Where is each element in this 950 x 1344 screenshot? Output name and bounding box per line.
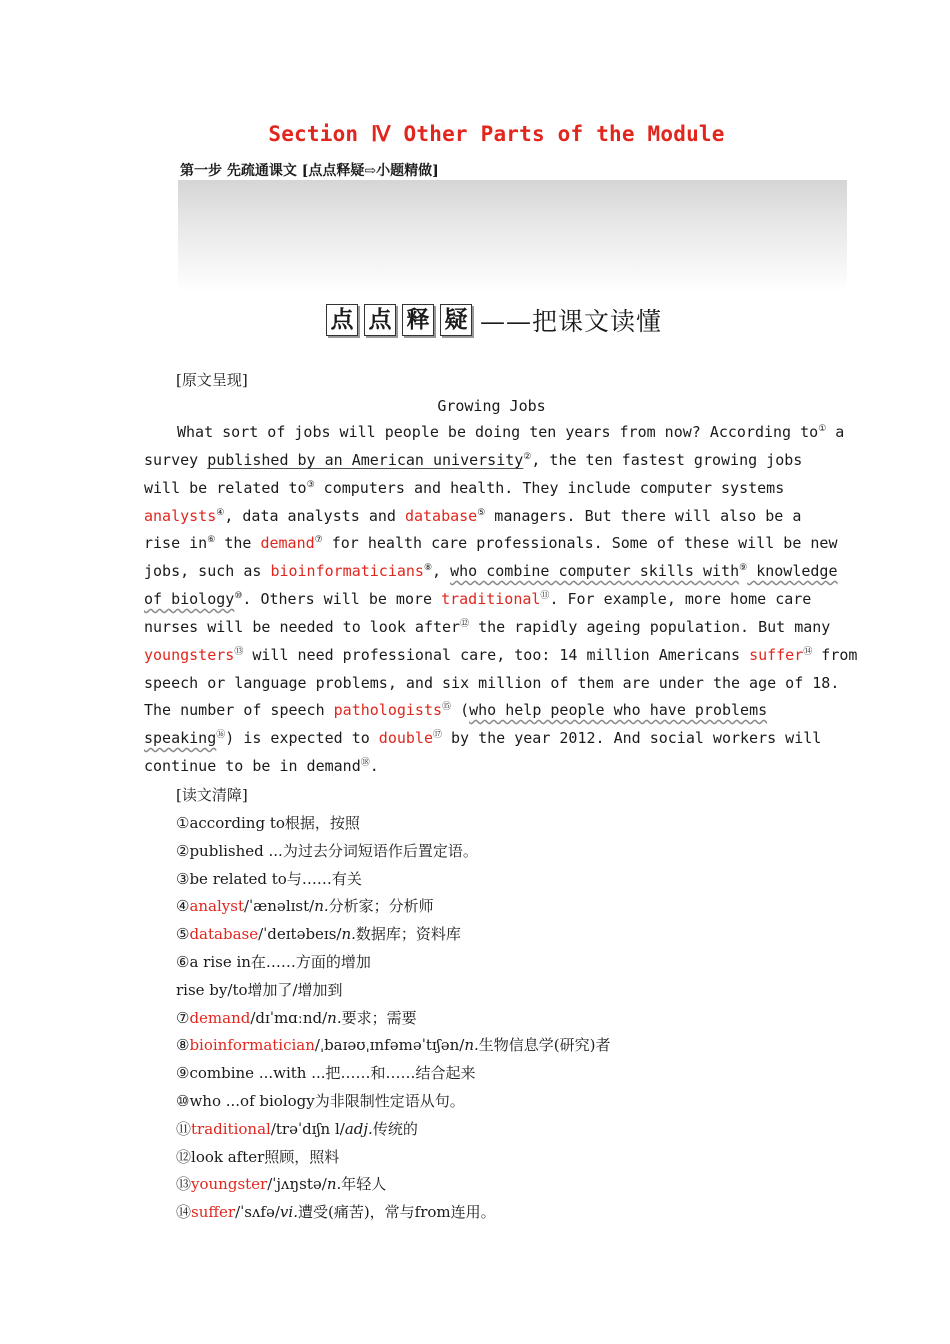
note-number: ⑭ bbox=[176, 1203, 192, 1222]
note-mark: ⑱ bbox=[360, 758, 370, 768]
note-keyword: traditional bbox=[191, 1119, 271, 1138]
passage-text: continue to be in demand bbox=[144, 757, 361, 775]
passage-line bbox=[144, 534, 837, 552]
note-mark: ⑩ bbox=[234, 591, 243, 601]
note-mark: ④ bbox=[216, 508, 225, 518]
note-item bbox=[176, 1201, 496, 1222]
note-number: ⑦ bbox=[176, 1008, 190, 1027]
note-text: 遭受(痛苦)，常与from连用。 bbox=[297, 1203, 496, 1222]
note-text: n. bbox=[464, 1036, 479, 1055]
passage-text: . bbox=[369, 757, 379, 775]
page-title: Section Ⅳ Other Parts of the Module bbox=[268, 122, 725, 146]
note-text: n. bbox=[326, 1175, 342, 1194]
note-mark: ⑪ bbox=[540, 591, 550, 601]
note-text: look after照顾，照料 bbox=[191, 1147, 340, 1166]
note-mark: ⑫ bbox=[460, 619, 470, 629]
heading-char: 点 bbox=[326, 304, 358, 336]
passage-title: Growing Jobs bbox=[437, 397, 546, 415]
note-text: /ˈjʌŋstə/ bbox=[267, 1175, 327, 1194]
note-keyword: analyst bbox=[189, 897, 244, 916]
note-text: /ˈsʌfə/ bbox=[235, 1203, 280, 1222]
passage-line bbox=[144, 590, 811, 608]
note-number: ⑪ bbox=[176, 1119, 192, 1138]
passage-line bbox=[144, 479, 784, 497]
note-text: rise by/to增加了/增加到 bbox=[176, 980, 343, 999]
passage-text: , bbox=[432, 562, 451, 580]
heading-char: 疑 bbox=[440, 304, 472, 336]
note-text: who ...of biology为非限制性定语从句。 bbox=[189, 1092, 465, 1110]
keyword: double bbox=[378, 729, 433, 747]
step-header: 第一步 先疏通课文 [点点释疑⇨小题精做] bbox=[180, 163, 439, 179]
note-mark: ⑦ bbox=[314, 535, 323, 545]
note-text: /ˌbaɪəʊˌɪnfəməˈtɪʃən/ bbox=[314, 1036, 465, 1055]
section-heading bbox=[326, 303, 662, 337]
note-item bbox=[176, 1118, 418, 1139]
wavy-underlined-phrase: of biology bbox=[144, 590, 235, 608]
note-text: 分析家；分析师 bbox=[328, 897, 434, 916]
passage-text: computers and health. They include computer systems bbox=[314, 479, 785, 497]
note-mark: ① bbox=[818, 424, 827, 434]
wavy-underlined-phrase: knowledge bbox=[747, 562, 838, 580]
note-keyword: demand bbox=[189, 1008, 251, 1027]
note-text: published ...为过去分词短语作后置定语。 bbox=[189, 841, 478, 860]
note-number: ② bbox=[176, 841, 190, 860]
note-text: 要求；需要 bbox=[341, 1008, 417, 1027]
keyword: traditional bbox=[441, 590, 541, 608]
note-mark: ③ bbox=[306, 480, 315, 490]
note-number: ① bbox=[176, 814, 190, 832]
passage-text: nurses will be needed to look after bbox=[144, 618, 461, 636]
note-mark: ⑯ bbox=[216, 730, 226, 740]
note-text: /dɪˈmɑːnd/ bbox=[250, 1008, 328, 1027]
note-text: according to根据，按照 bbox=[189, 814, 360, 832]
note-mark: ⑬ bbox=[234, 647, 244, 657]
note-number: ⑥ bbox=[176, 953, 190, 971]
note-item bbox=[176, 979, 343, 1000]
note-keyword: bioinformatician bbox=[189, 1036, 315, 1055]
note-number: ⑬ bbox=[176, 1175, 192, 1194]
wavy-underlined-phrase: speaking bbox=[144, 729, 217, 747]
underlined-phrase: published by an American university bbox=[207, 451, 524, 469]
passage-text: for health care professionals. Some of these will be new bbox=[322, 534, 838, 552]
note-number: ⑤ bbox=[176, 925, 190, 944]
note-keyword: suffer bbox=[191, 1203, 236, 1222]
wavy-underlined-phrase: who help people who have problems bbox=[469, 701, 768, 719]
note-text: n. bbox=[341, 925, 356, 944]
passage-text: . Others will be more bbox=[242, 590, 442, 608]
note-mark: ② bbox=[523, 452, 532, 462]
passage-text: a bbox=[826, 423, 845, 441]
note-item bbox=[176, 1173, 386, 1194]
note-mark: ⑧ bbox=[423, 563, 433, 573]
note-text: adj. bbox=[344, 1119, 373, 1138]
note-text: 数据库；资料库 bbox=[355, 925, 461, 944]
passage-text: The number of speech bbox=[144, 701, 334, 719]
note-item bbox=[176, 1062, 476, 1083]
note-keyword: youngster bbox=[191, 1175, 268, 1194]
keyword: pathologists bbox=[333, 701, 443, 719]
wavy-underlined-phrase: who combine computer skills with bbox=[450, 562, 740, 580]
passage-text: What sort of jobs will people be doing ten years from now? According to bbox=[177, 423, 819, 441]
note-text: n. bbox=[314, 897, 329, 916]
note-text: /ˈænəlɪst/ bbox=[244, 897, 315, 916]
passage-line bbox=[144, 618, 830, 636]
passage-text: , data analysts and bbox=[224, 507, 405, 525]
passage-text: survey bbox=[144, 451, 208, 469]
note-keyword: database bbox=[189, 925, 259, 944]
banner-band bbox=[178, 180, 847, 292]
note-item bbox=[176, 868, 362, 889]
note-text: vi. bbox=[279, 1203, 298, 1222]
note-text: 年轻人 bbox=[341, 1175, 387, 1194]
heading-char: 点 bbox=[364, 304, 396, 336]
note-item bbox=[176, 923, 461, 944]
passage-text: . For example, more home care bbox=[549, 590, 812, 608]
note-number: ⑨ bbox=[176, 1064, 190, 1083]
note-item bbox=[176, 840, 478, 861]
note-mark: ⑤ bbox=[477, 508, 486, 518]
passage-line bbox=[144, 451, 802, 469]
passage-text: managers. But there will also be a bbox=[485, 507, 802, 525]
keyword: analysts bbox=[144, 507, 217, 525]
note-mark: ⑥ bbox=[207, 535, 216, 545]
passage-text: ) is expected to bbox=[225, 729, 379, 747]
passage-text: will be related to bbox=[144, 479, 307, 497]
note-text: n. bbox=[327, 1008, 342, 1027]
keyword: bioinformaticians bbox=[270, 562, 424, 580]
note-item bbox=[176, 1090, 465, 1111]
note-item bbox=[176, 1007, 417, 1028]
note-text: 生物信息学(研究)者 bbox=[478, 1036, 611, 1055]
heading-subtitle: ——把课文读懂 bbox=[480, 307, 663, 336]
note-text: a rise in在……方面的增加 bbox=[189, 953, 371, 971]
keyword: youngsters bbox=[144, 646, 235, 664]
passage-line: speech or language problems, and six million of them are under the age of 18. bbox=[144, 674, 840, 692]
passage-line bbox=[144, 729, 821, 747]
note-number: ⑫ bbox=[176, 1147, 192, 1166]
passage-text: ( bbox=[451, 701, 470, 719]
note-mark: ⑨ bbox=[739, 563, 748, 573]
keyword: demand bbox=[260, 534, 315, 552]
passage-line bbox=[144, 646, 857, 664]
note-item bbox=[176, 812, 360, 833]
passage-line bbox=[144, 562, 837, 580]
note-number: ⑧ bbox=[176, 1036, 190, 1055]
keyword: suffer bbox=[749, 646, 804, 664]
note-text: /ˈdeɪtəbeɪs/ bbox=[258, 925, 342, 944]
passage-line bbox=[177, 423, 844, 441]
passage-text: , the ten fastest growing jobs bbox=[531, 451, 803, 469]
note-item bbox=[176, 895, 434, 916]
passage-text: rise in bbox=[144, 534, 208, 552]
passage-text: the rapidly ageing population. But many bbox=[469, 618, 831, 636]
section-label-notes: [读文清障] bbox=[176, 786, 248, 804]
note-item bbox=[176, 1034, 610, 1055]
heading-char: 释 bbox=[402, 304, 434, 336]
note-number: ④ bbox=[176, 897, 190, 916]
note-mark: ⑰ bbox=[432, 730, 442, 740]
passage-line bbox=[144, 701, 767, 719]
passage-text: from bbox=[812, 646, 858, 664]
keyword: database bbox=[404, 507, 478, 525]
note-text: be related to与……有关 bbox=[189, 869, 362, 888]
passage-text: by the year 2012. And social workers will bbox=[442, 729, 822, 747]
passage-text: will need professional care, too: 14 million Americans bbox=[243, 646, 750, 664]
note-text: /trəˈdɪʃn l/ bbox=[270, 1119, 345, 1138]
section-label-original: [原文呈现] bbox=[176, 371, 248, 389]
note-item bbox=[176, 1146, 339, 1167]
passage-text: jobs, such as bbox=[144, 562, 271, 580]
passage-line bbox=[144, 757, 379, 775]
note-mark: ⑮ bbox=[442, 702, 452, 712]
note-number: ⑩ bbox=[176, 1092, 190, 1110]
note-text: 传统的 bbox=[372, 1119, 418, 1138]
note-number: ③ bbox=[176, 869, 190, 888]
passage-line bbox=[144, 507, 801, 525]
note-text: combine ...with ...把……和……结合起来 bbox=[189, 1064, 476, 1083]
note-item bbox=[176, 951, 371, 972]
passage-text: the bbox=[215, 534, 261, 552]
note-mark: ⑭ bbox=[803, 647, 813, 657]
